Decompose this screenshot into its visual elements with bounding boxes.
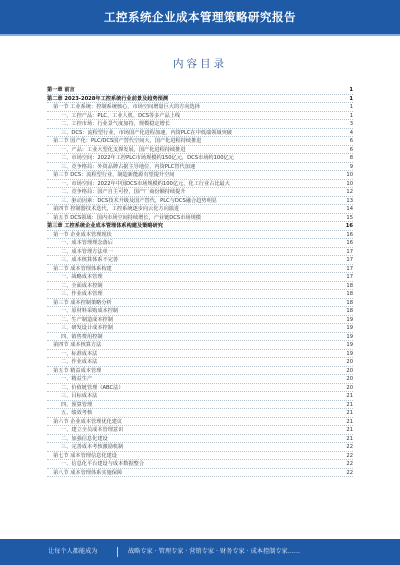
toc-entry-text: 二、全面成本控制 bbox=[61, 282, 103, 289]
toc-entry-text: 三、成本核算体系不完善 bbox=[61, 257, 119, 263]
toc-entry-text: 第五节 DCS领域：国内市场空间持续增长，产业链DCS市场规模 bbox=[53, 214, 201, 221]
toc-entry-page: 21 bbox=[346, 418, 353, 425]
toc-entry-text: 三、研发设计成本控制 bbox=[61, 325, 113, 331]
toc-entry-page: 15 bbox=[346, 214, 353, 221]
toc-entry-text: 第四节 成本核算方法 bbox=[53, 342, 102, 348]
toc-entry[interactable] bbox=[47, 273, 353, 282]
toc-entry-page: 18 bbox=[346, 308, 353, 314]
toc-entry[interactable] bbox=[47, 375, 353, 384]
toc-entry[interactable] bbox=[47, 392, 353, 401]
toc-entry-text: 二、成本管理方法单一 bbox=[61, 248, 113, 255]
toc-entry-text: 第二节 国产化：PLC/DCS国产替代空间大，国产化进程持续推进 bbox=[53, 138, 202, 144]
toc-entry-page: 10 bbox=[346, 180, 353, 187]
toc-entry-page: 20 bbox=[346, 367, 353, 374]
toc-entry-page: 22 bbox=[346, 469, 353, 476]
footer-divider bbox=[117, 547, 118, 557]
toc-entry[interactable] bbox=[47, 290, 353, 299]
toc-entry[interactable] bbox=[47, 137, 353, 146]
toc-entry-page: 17 bbox=[346, 257, 353, 263]
toc-entry-page: 21 bbox=[346, 427, 353, 433]
toc-entry[interactable] bbox=[47, 452, 353, 461]
page-footer bbox=[0, 539, 400, 565]
toc-entry-text: 四、预算管理 bbox=[61, 401, 93, 408]
toc-entry-page: 21 bbox=[346, 410, 353, 416]
toc-entry[interactable] bbox=[47, 86, 353, 95]
toc-entry-text: 一、精益生产 bbox=[61, 376, 93, 382]
toc-entry-text: 二、工控市场：行业景气度加持，规模稳定增长 bbox=[61, 121, 170, 127]
toc-entry-text: 二、生产制造成本控制 bbox=[61, 316, 113, 323]
toc-entry[interactable] bbox=[47, 367, 353, 376]
toc-entry[interactable] bbox=[47, 205, 353, 214]
toc-entry-text: 第五节 精益成本管理 bbox=[53, 367, 102, 374]
toc-entry-page: 1 bbox=[349, 104, 353, 110]
toc-entry-page: 21 bbox=[346, 401, 353, 408]
toc-entry-page: 19 bbox=[346, 325, 353, 331]
toc-entry-page: 6 bbox=[349, 146, 353, 153]
toc-entry-page: 18 bbox=[346, 291, 353, 297]
toc-entry[interactable] bbox=[47, 418, 353, 427]
toc-entry-text: 一、建立全员成本管理意识 bbox=[61, 427, 124, 433]
toc-entry-text: 一、原材料采购成本控制 bbox=[61, 308, 119, 314]
toc-entry[interactable] bbox=[47, 239, 353, 248]
toc-entry-text: 第三节 成本控制策略分析 bbox=[53, 299, 112, 306]
toc-entry[interactable] bbox=[47, 282, 353, 291]
toc-entry-text: 第一节 企业成本管理现状 bbox=[53, 231, 112, 238]
toc-entry-page: 16 bbox=[346, 240, 353, 246]
toc-entry[interactable] bbox=[47, 146, 353, 155]
toc-entry-text: 第四节 控制器技术迭代，工控系统逐步向云化方向演进 bbox=[53, 206, 180, 212]
toc-entry[interactable] bbox=[47, 460, 353, 469]
toc-entry[interactable] bbox=[47, 426, 353, 435]
toc-entry[interactable] bbox=[47, 409, 353, 418]
toc-entry[interactable] bbox=[47, 299, 353, 308]
toc-entry-text: 第一节 工业系统：控制系统核心，市场空间增量巨大的方向选择 bbox=[53, 104, 200, 110]
toc-entry-page: 13 bbox=[346, 197, 353, 204]
toc-entry[interactable] bbox=[47, 350, 353, 359]
toc-entry-text: 一、信息化平台建设与成本数据整合 bbox=[61, 461, 145, 467]
toc-entry-text: 三、完善成本考核激励机制 bbox=[61, 444, 124, 450]
toc-entry[interactable] bbox=[47, 435, 353, 444]
toc-entry[interactable] bbox=[47, 95, 353, 104]
toc-entry[interactable] bbox=[47, 265, 353, 274]
toc-heading: 内容目录 bbox=[173, 58, 227, 70]
toc-entry-page: 21 bbox=[346, 393, 353, 399]
toc-entry-text: 一、成本管理理念落后 bbox=[61, 240, 113, 246]
toc-entry-text: 第三章 工控系统企业成本管理体系构建及策略研究 bbox=[47, 223, 163, 229]
toc-entry[interactable] bbox=[47, 231, 353, 240]
toc-entry-text: 四、销售费用控制 bbox=[61, 333, 103, 340]
toc-entry-text: 第二章 2023-2028年工控系统行业前景及趋势预测 bbox=[47, 95, 169, 102]
toc-entry[interactable] bbox=[47, 163, 353, 172]
toc-entry-page: 3 bbox=[349, 121, 353, 127]
toc-entry-page: 16 bbox=[346, 231, 353, 238]
toc-entry-text: 第六节 企业成本管理优化建议 bbox=[53, 418, 123, 425]
toc-entry-page: 22 bbox=[346, 444, 353, 450]
table-of-contents bbox=[47, 86, 353, 477]
toc-entry-page: 1 bbox=[349, 112, 353, 119]
toc-entry[interactable] bbox=[47, 197, 353, 206]
toc-entry[interactable] bbox=[47, 316, 353, 325]
toc-entry[interactable] bbox=[47, 333, 353, 342]
toc-entry-page: 20 bbox=[346, 359, 353, 365]
toc-entry-text: 一、市场空间：2022年中国DCS市场规模约100亿元，化工行业占比最大 bbox=[61, 180, 230, 187]
toc-entry-text: 二、作业成本法 bbox=[61, 359, 98, 365]
report-title: 工控系统企业成本管理策略研究报告 bbox=[104, 10, 296, 24]
toc-entry[interactable] bbox=[47, 103, 353, 112]
toc-entry[interactable] bbox=[47, 188, 353, 197]
toc-entry[interactable] bbox=[47, 171, 353, 180]
toc-entry[interactable] bbox=[47, 214, 353, 223]
toc-entry-page: 17 bbox=[346, 248, 353, 255]
toc-entry-page: 16 bbox=[345, 223, 353, 229]
toc-entry-page: 12 bbox=[346, 189, 353, 195]
toc-entry-text: 二、价值链管理（ABC法） bbox=[61, 384, 124, 391]
toc-entry-page: 19 bbox=[346, 316, 353, 323]
toc-entry-text: 第八节 成本管理体系实施保障 bbox=[53, 469, 123, 476]
toc-entry-text: 第二节 成本管理体系构建 bbox=[53, 265, 112, 272]
toc-entry-text: 一、战略成本管理 bbox=[61, 274, 103, 280]
toc-entry-page: 6 bbox=[349, 138, 353, 144]
toc-entry[interactable] bbox=[47, 112, 353, 121]
toc-entry-text: 五、绩效考核 bbox=[61, 410, 93, 416]
toc-entry[interactable] bbox=[47, 324, 353, 333]
toc-entry-page: 20 bbox=[346, 384, 353, 391]
toc-entry-page: 4 bbox=[349, 129, 353, 136]
toc-entry-page: 18 bbox=[346, 282, 353, 289]
toc-entry-page: 10 bbox=[346, 172, 353, 178]
toc-entry-page: 22 bbox=[346, 452, 353, 459]
toc-entry-text: 第一章 前言 bbox=[47, 87, 75, 93]
toc-entry-page: 22 bbox=[346, 461, 353, 467]
toc-entry-text: 三、驱动因素：DCS技术升级及国产替代，PLC与DCS融合趋势明显 bbox=[61, 197, 217, 204]
toc-entry[interactable] bbox=[47, 256, 353, 265]
toc-entry-page: 19 bbox=[346, 350, 353, 357]
toc-entry-text: 三、DCS：流程型行业，市场国产化进程加速，内资PLC在中低端领域突破 bbox=[61, 129, 232, 136]
toc-entry[interactable] bbox=[47, 469, 353, 478]
toc-entry[interactable] bbox=[47, 443, 353, 452]
toc-entry-page: 14 bbox=[346, 206, 353, 212]
toc-entry-text: 三、作业成本管理 bbox=[61, 291, 103, 297]
toc-entry[interactable] bbox=[47, 307, 353, 316]
toc-entry[interactable] bbox=[47, 180, 353, 189]
toc-entry-page: 19 bbox=[346, 342, 353, 348]
toc-entry-text: 一、标准成本法 bbox=[61, 350, 98, 357]
toc-entry-text: 一、工控产品：PLC、工业人机、DCS等多产品上线 bbox=[61, 112, 181, 119]
header-accent-bar bbox=[0, 34, 400, 36]
toc-entry[interactable] bbox=[47, 222, 353, 231]
toc-entry-page: 18 bbox=[346, 299, 353, 306]
toc-entry-page: 17 bbox=[346, 274, 353, 280]
toc-entry[interactable] bbox=[47, 154, 353, 163]
toc-entry-page: 1 bbox=[349, 95, 353, 102]
toc-entry-page: 19 bbox=[346, 333, 353, 340]
toc-entry-text: 三、竞争格局：外资品牌占据主导地位，内资PLC替代加速 bbox=[61, 163, 196, 170]
toc-entry[interactable] bbox=[47, 341, 353, 350]
toc-entry-text: 二、市场空间：2022年工控PLC市场规模约150亿元，DCS市场约100亿元 bbox=[61, 155, 234, 161]
toc-entry[interactable] bbox=[47, 129, 353, 138]
toc-entry-page: 1 bbox=[349, 87, 353, 93]
toc-entry[interactable] bbox=[47, 248, 353, 257]
toc-entry-text: 一、产品：工业大型化支撑发展，国产化进程持续推进 bbox=[61, 146, 186, 153]
toc-entry[interactable] bbox=[47, 358, 353, 367]
toc-entry-text: 二、加强信息化建设 bbox=[61, 435, 108, 442]
report-header bbox=[0, 0, 400, 34]
toc-entry[interactable] bbox=[47, 401, 353, 410]
toc-entry-text: 二、竞争格局：国产自主可控，国产厂商份额持续提升 bbox=[61, 189, 186, 195]
toc-entry-page: 21 bbox=[346, 435, 353, 442]
footer-tagline: 战略专家 · 管理专家 · 营销专家 · 财务专家 · 成本控制专家…… bbox=[128, 548, 301, 555]
toc-entry-text: 第三节 DCS：流程型行业，制造新能源有望提升空间 bbox=[53, 172, 175, 178]
toc-entry-text: 三、目标成本法 bbox=[61, 393, 98, 399]
toc-entry-page: 9 bbox=[349, 163, 353, 170]
toc-entry[interactable] bbox=[47, 120, 353, 129]
toc-entry-text: 第七节 成本管理信息化建设 bbox=[53, 452, 117, 459]
footer-slogan: 让每个人都能成为 bbox=[48, 548, 98, 555]
toc-entry-page: 17 bbox=[346, 265, 353, 272]
toc-entry-page: 20 bbox=[346, 376, 353, 382]
toc-entry[interactable] bbox=[47, 384, 353, 393]
toc-entry-page: 8 bbox=[349, 155, 353, 161]
